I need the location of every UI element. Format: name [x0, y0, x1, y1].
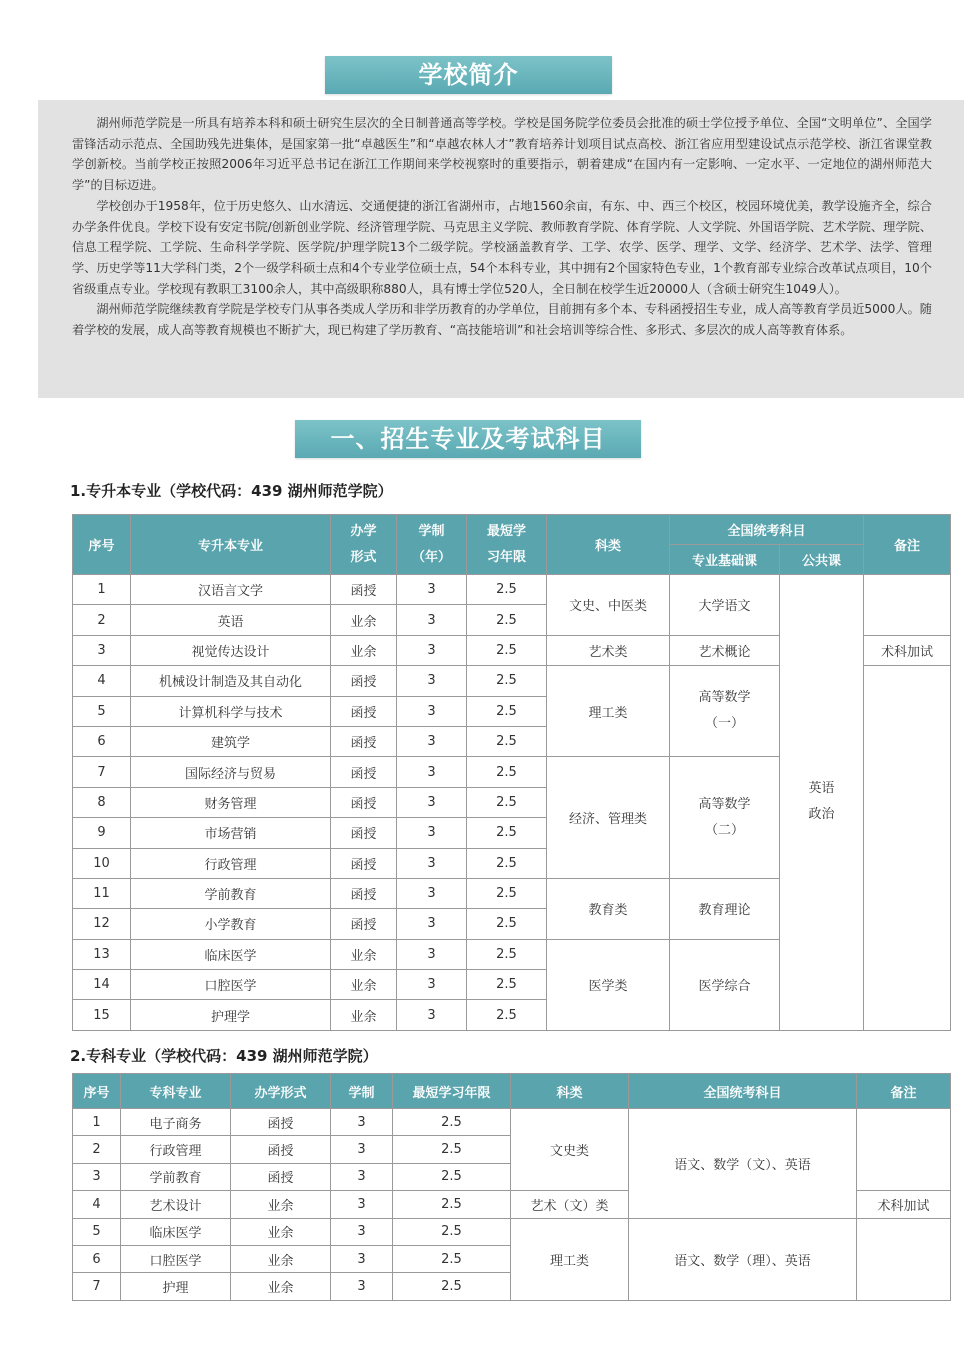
cell-min-years: 2.5 [467, 666, 547, 696]
cell-no: 1 [73, 575, 131, 605]
cell-no: 6 [73, 726, 131, 756]
cell-major: 汉语言文学 [131, 575, 331, 605]
cell-major: 计算机科学与技术 [131, 696, 331, 726]
cell-category: 医学类 [547, 939, 670, 1030]
cell-no: 7 [73, 757, 131, 787]
cell-form: 函授 [331, 878, 397, 908]
cell-min-years: 2.5 [467, 878, 547, 908]
cell-category: 经济、管理类 [547, 757, 670, 879]
cell-years: 3 [397, 575, 467, 605]
cell-note: 术科加试 [857, 1191, 951, 1218]
cell-basic-course: 大学语文 [670, 575, 780, 636]
cell-note: 术科加试 [864, 635, 951, 665]
cell-no: 4 [73, 1191, 121, 1218]
cell-years: 3 [397, 909, 467, 939]
header-major: 专科专业 [121, 1074, 231, 1109]
intro-paragraph-1: 湖州师范学院是一所具有培养本科和硕士研究生层次的全日制普通高等学校。学校是国务院学位委员会批准的硕士学位授予单位、全国“文明单位”、全国学雷锋活动示范点、全国助残先进集体，是国家第一批“卓越医生”和“卓越农林人才”教育培养计划项目试点高校、浙江省应用型建设试点示范学校、浙江省课堂教学创新校。当前学校正按照2006年习近平总书记在浙江工作期间来学校视察时的重要指示，朝着建成“在国内有一定影响、一定水平、一定地位的湖州师范大学”的目标迈进。 [72, 116, 932, 193]
header-category: 科类 [547, 515, 670, 575]
cell-no: 3 [73, 1163, 121, 1190]
cell-form: 业余 [331, 605, 397, 635]
cell-min-years: 2.5 [467, 757, 547, 787]
cell-min-years: 2.5 [467, 939, 547, 969]
cell-no: 8 [73, 787, 131, 817]
cell-min-years: 2.5 [393, 1109, 511, 1136]
junior-college-section-title: 2.专科专业（学校代码：439 湖州师范学院） [70, 1047, 378, 1065]
cell-no: 6 [73, 1245, 121, 1272]
cell-min-years: 2.5 [393, 1245, 511, 1272]
cell-min-years: 2.5 [393, 1163, 511, 1190]
cell-form: 函授 [231, 1109, 331, 1136]
cell-major: 财务管理 [131, 787, 331, 817]
upgrade-section-title: 1.专升本专业（学校代码：439 湖州师范学院） [70, 482, 393, 500]
cell-years: 3 [331, 1136, 393, 1163]
cell-form: 业余 [331, 1000, 397, 1030]
header-years: 学制 （年） [397, 515, 467, 575]
cell-min-years: 2.5 [393, 1191, 511, 1218]
cell-years: 3 [397, 696, 467, 726]
cell-major: 学前教育 [121, 1163, 231, 1190]
cell-major: 行政管理 [131, 848, 331, 878]
header-national-exam: 全国统考科目 [670, 515, 864, 545]
cell-form: 函授 [331, 726, 397, 756]
cell-category: 文史、中医类 [547, 575, 670, 636]
intro-banner: 学校简介 [325, 56, 612, 94]
cell-no: 10 [73, 848, 131, 878]
cell-major: 口腔医学 [131, 970, 331, 1000]
cell-major: 护理学 [131, 1000, 331, 1030]
cell-years: 3 [397, 848, 467, 878]
school-introduction [38, 100, 964, 398]
cell-major: 临床医学 [131, 939, 331, 969]
cell-years: 3 [397, 726, 467, 756]
cell-major: 机械设计制造及其自动化 [131, 666, 331, 696]
cell-form: 业余 [331, 635, 397, 665]
cell-years: 3 [397, 787, 467, 817]
table-row [73, 575, 951, 605]
cell-category: 艺术类 [547, 635, 670, 665]
cell-years: 3 [397, 970, 467, 1000]
cell-basic-course: 艺术概论 [670, 635, 780, 665]
cell-years: 3 [331, 1163, 393, 1190]
cell-form: 业余 [231, 1245, 331, 1272]
cell-form: 函授 [331, 787, 397, 817]
cell-category: 理工类 [511, 1218, 629, 1300]
header-years: 学制 [331, 1074, 393, 1109]
cell-exam-subjects: 语文、数学（理）、英语 [629, 1218, 857, 1300]
header-category: 科类 [511, 1074, 629, 1109]
header-no: 序号 [73, 515, 131, 575]
cell-basic-course: 高等数学 （二） [670, 757, 780, 879]
cell-note [864, 575, 951, 636]
cell-form: 业余 [331, 970, 397, 1000]
cell-note [857, 1109, 951, 1191]
cell-form: 函授 [331, 818, 397, 848]
header-basic-course: 专业基础课 [670, 545, 780, 575]
cell-no: 9 [73, 818, 131, 848]
cell-no: 2 [73, 605, 131, 635]
cell-category: 教育类 [547, 878, 670, 939]
cell-min-years: 2.5 [467, 605, 547, 635]
cell-years: 3 [397, 605, 467, 635]
cell-note [857, 1218, 951, 1300]
cell-years: 3 [397, 878, 467, 908]
cell-major: 学前教育 [131, 878, 331, 908]
junior-college-majors-table [72, 1073, 951, 1301]
cell-major: 护理 [121, 1273, 231, 1300]
cell-major: 艺术设计 [121, 1191, 231, 1218]
cell-form: 函授 [231, 1163, 331, 1190]
cell-basic-course: 高等数学 （一） [670, 666, 780, 757]
cell-form: 函授 [331, 575, 397, 605]
cell-min-years: 2.5 [467, 635, 547, 665]
cell-major: 口腔医学 [121, 1245, 231, 1272]
cell-no: 15 [73, 1000, 131, 1030]
cell-no: 11 [73, 878, 131, 908]
cell-years: 3 [397, 1000, 467, 1030]
cell-years: 3 [331, 1191, 393, 1218]
cell-public-course: 英语 政治 [780, 575, 864, 1031]
cell-no: 1 [73, 1109, 121, 1136]
cell-years: 3 [331, 1218, 393, 1245]
header-min-years: 最短学 习年限 [467, 515, 547, 575]
cell-years: 3 [331, 1109, 393, 1136]
cell-min-years: 2.5 [467, 909, 547, 939]
cell-min-years: 2.5 [467, 818, 547, 848]
cell-category: 理工类 [547, 666, 670, 757]
header-form: 办学形式 [231, 1074, 331, 1109]
cell-min-years: 2.5 [467, 787, 547, 817]
header-major: 专升本专业 [131, 515, 331, 575]
cell-major: 国际经济与贸易 [131, 757, 331, 787]
cell-min-years: 2.5 [393, 1218, 511, 1245]
intro-paragraph-2: 学校创办于1958年，位于历史悠久、山水清远、交通便捷的浙江省湖州市，占地1560余亩，有东、中、西三个校区，校园环境优美，教学设施齐全，综合办学条件优良。学校下设有安定书院/创新创业学院、经济管理学院、马克思主义学院、教师教育学院、体育学院、人文学院、外国语学院、艺术学院、理学院、信息工程学院、工学院、生命科学学院、医学院/护理学院13个二级学院。学校涵盖教育学、工学、农学、医学、理学、文学、经济学、艺术学、法学、管理学、历史学等11大学科门类，2个一级学科硕士点和4个专业学位硕士点，54个本科专业，其中拥有2个国家特色专业，1个教育部专业综合改革试点项目，10个省级重点专业。学校现有教职工3100余人，其中高级职称880人，具有博士学位520人，全日制在校学生近20000人（含硕士研究生1049人）。 [72, 198, 932, 296]
cell-major: 视觉传达设计 [131, 635, 331, 665]
cell-form: 业余 [231, 1191, 331, 1218]
cell-major: 市场营销 [131, 818, 331, 848]
cell-min-years: 2.5 [393, 1136, 511, 1163]
table-row [73, 1109, 951, 1136]
cell-basic-course: 教育理论 [670, 878, 780, 939]
cell-major: 建筑学 [131, 726, 331, 756]
cell-form: 业余 [331, 939, 397, 969]
header-no: 序号 [73, 1074, 121, 1109]
cell-min-years: 2.5 [467, 726, 547, 756]
cell-years: 3 [397, 939, 467, 969]
cell-min-years: 2.5 [467, 575, 547, 605]
cell-form: 函授 [331, 666, 397, 696]
cell-no: 3 [73, 635, 131, 665]
cell-years: 3 [397, 818, 467, 848]
cell-no: 12 [73, 909, 131, 939]
cell-years: 3 [331, 1245, 393, 1272]
cell-form: 业余 [231, 1273, 331, 1300]
cell-years: 3 [397, 666, 467, 696]
cell-note [864, 666, 951, 1031]
cell-form: 函授 [331, 696, 397, 726]
header-min-years: 最短学习年限 [393, 1074, 511, 1109]
cell-no: 5 [73, 1218, 121, 1245]
cell-min-years: 2.5 [393, 1273, 511, 1300]
cell-category: 文史类 [511, 1109, 629, 1191]
cell-min-years: 2.5 [467, 970, 547, 1000]
cell-min-years: 2.5 [467, 1000, 547, 1030]
cell-no: 13 [73, 939, 131, 969]
intro-paragraph-3: 湖州师范学院继续教育学院是学校专门从事各类成人学历和非学历教育的办学单位，目前拥有多个本、专科函授招生专业，成人高等教育学员近5000人。随着学校的发展，成人高等教育规模也不断扩大，现已构建了学历教育、“高技能培训”和社会培训等综合性、多形式、多层次的成人高等教育体系。 [72, 302, 932, 338]
cell-major: 临床医学 [121, 1218, 231, 1245]
header-note: 备注 [857, 1074, 951, 1109]
cell-years: 3 [331, 1273, 393, 1300]
cell-no: 2 [73, 1136, 121, 1163]
cell-form: 函授 [231, 1136, 331, 1163]
cell-years: 3 [397, 757, 467, 787]
cell-no: 5 [73, 696, 131, 726]
cell-no: 4 [73, 666, 131, 696]
header-national-exam: 全国统考科目 [629, 1074, 857, 1109]
cell-major: 小学教育 [131, 909, 331, 939]
cell-years: 3 [397, 635, 467, 665]
cell-min-years: 2.5 [467, 696, 547, 726]
upgrade-majors-table [72, 514, 951, 1031]
cell-major: 电子商务 [121, 1109, 231, 1136]
cell-form: 函授 [331, 848, 397, 878]
header-note: 备注 [864, 515, 951, 575]
cell-no: 14 [73, 970, 131, 1000]
cell-exam-subjects: 语文、数学（文）、英语 [629, 1109, 857, 1219]
cell-no: 7 [73, 1273, 121, 1300]
cell-major: 行政管理 [121, 1136, 231, 1163]
cell-form: 业余 [231, 1218, 331, 1245]
table-row [73, 1218, 951, 1245]
header-public-course: 公共课 [780, 545, 864, 575]
header-form: 办学 形式 [331, 515, 397, 575]
cell-form: 函授 [331, 909, 397, 939]
cell-category: 艺术（文）类 [511, 1191, 629, 1218]
cell-min-years: 2.5 [467, 848, 547, 878]
cell-basic-course: 医学综合 [670, 939, 780, 1030]
cell-form: 函授 [331, 757, 397, 787]
admissions-banner: 一、招生专业及考试科目 [295, 420, 641, 458]
cell-major: 英语 [131, 605, 331, 635]
